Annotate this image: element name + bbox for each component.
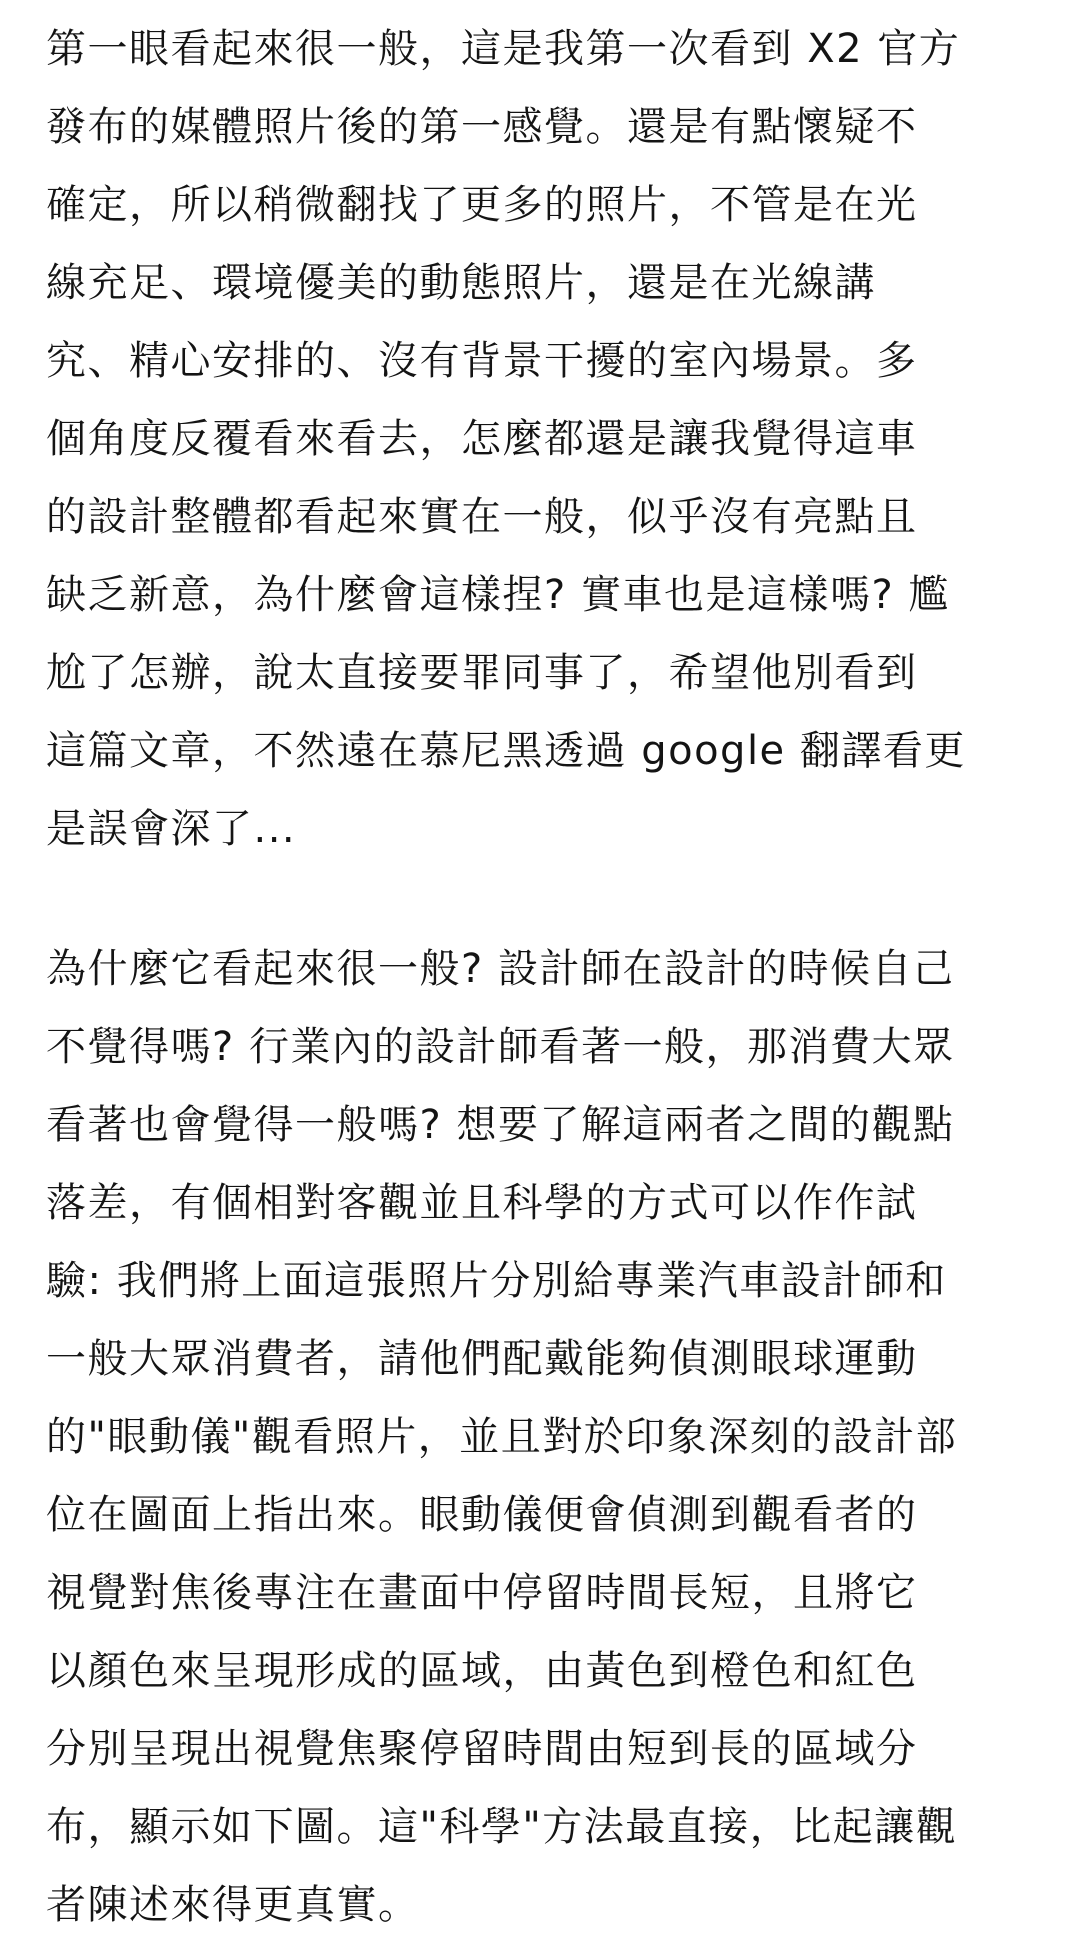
text-line: 這篇文章，不然遠在慕尼黑透過 google 翻譯看更 [46, 728, 966, 774]
text-line: 以顏色來呈現形成的區域，由黃色到橙色和紅色 [46, 1648, 918, 1694]
text-line: 者陳述來得更真實。 [46, 1882, 420, 1928]
text-line: 看著也會覺得一般嗎? 想要了解這兩者之間的觀點 [46, 1102, 955, 1148]
text-line: 的設計整體都看起來實在一般，似乎沒有亮點且 [46, 494, 918, 540]
text-line: 的"眼動儀"觀看照片，並且對於印象深刻的設計部 [46, 1414, 958, 1460]
text-line: 為什麼它看起來很一般? 設計師在設計的時候自己 [46, 946, 955, 992]
text-line: 視覺對焦後專注在畫面中停留時間長短，且將它 [46, 1570, 918, 1616]
text-line: 落差，有個相對客觀並且科學的方式可以作作試 [46, 1180, 918, 1226]
text-line: 一般大眾消費者，請他們配戴能夠偵測眼球運動 [46, 1336, 918, 1382]
text-line: 分別呈現出視覺焦聚停留時間由短到長的區域分 [46, 1726, 918, 1772]
text-line: 缺乏新意，為什麼會這樣捏? 實車也是這樣嗎? 尷 [46, 572, 950, 618]
text-line: 究、精心安排的、沒有背景干擾的室內場景。多 [46, 338, 918, 384]
paragraph-1 [46, 10, 1046, 868]
text-line: 是誤會深了... [46, 806, 297, 852]
text-line: 發布的媒體照片後的第一感覺。還是有點懷疑不 [46, 104, 918, 150]
text-line: 不覺得嗎? 行業內的設計師看著一般，那消費大眾 [46, 1024, 955, 1070]
text-line: 個角度反覆看來看去，怎麼都還是讓我覺得這車 [46, 416, 918, 462]
text-line: 驗: 我們將上面這張照片分別給專業汽車設計師和 [46, 1258, 947, 1304]
text-line: 布，顯示如下圖。這"科學"方法最直接，比起讓觀 [46, 1804, 958, 1850]
paragraph-2 [46, 930, 1046, 1944]
text-line: 第一眼看起來很一般，這是我第一次看到 X2 官方 [46, 26, 961, 72]
text-line: 位在圖面上指出來。眼動儀便會偵測到觀看者的 [46, 1492, 918, 1538]
paragraph-spacer [46, 868, 1046, 930]
text-line: 確定，所以稍微翻找了更多的照片，不管是在光 [46, 182, 918, 228]
text-line: 尬了怎辦，說太直接要罪同事了，希望他別看到 [46, 650, 918, 696]
text-line: 線充足、環境優美的動態照片，還是在光線講 [46, 260, 876, 306]
article-body [46, 10, 1046, 1944]
